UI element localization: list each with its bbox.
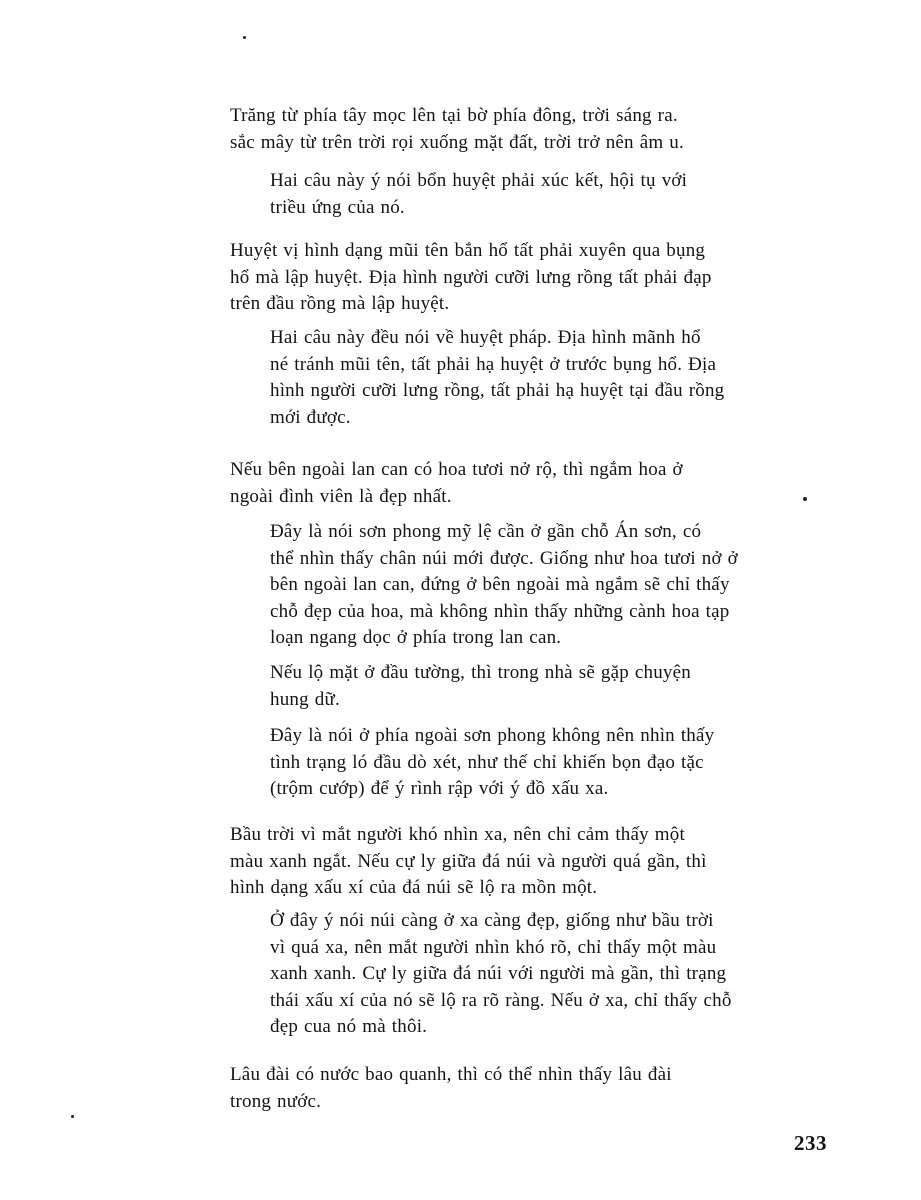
commentary-acupoint-method [232,325,826,431]
text-line: Lâu đài có nước bao quanh, thì có thể nhìn thấy lâu đài [230,1064,672,1085]
page-number: 233 [794,1131,827,1155]
commentary-peeking [232,723,826,803]
text-line: Đây là nói ở phía ngoài sơn phong không nên nhìn thấy [270,725,715,746]
text-line: né tránh mũi tên, tất phải hạ huyệt ở trước bụng hổ. Địa [270,353,717,375]
text-line: Hai câu này ý nói bổn huyệt phải xúc kết, hội tụ với [270,170,688,191]
text-line: thể nhìn thấy chân núi mới được. Giống như hoa tươi nở ở [270,547,738,569]
text-line: trên đầu rồng mà lập huyệt. [230,293,450,314]
text-line: vì quá xa, nên mắt người nhìn khó rõ, chỉ thấy một màu [270,936,717,958]
scan-speck [243,36,246,39]
text-line: bên ngoài lan can, đứng ở bên ngoài mà ngắm sẽ chỉ thấy [270,574,730,595]
text-line: chỗ đẹp của hoa, mà không nhìn thấy những cành hoa tạp [270,600,730,622]
commentary-far-mountains [232,908,826,1041]
text-line: loạn ngang dọc ở phía trong lan can. [270,627,562,648]
text-line: ngoài đình viên là đẹp nhất. [230,485,452,507]
text-line: trong nước. [230,1090,322,1112]
paragraph-moon-rising [192,103,824,156]
text-line: Hai câu này đều nói về huyệt pháp. Địa hình mãnh hổ [270,327,701,348]
text-line: Ở đây ý nói núi càng ở xa càng đẹp, giống như bầu trời [270,910,714,931]
text-line: hổ mà lập huyệt. Địa hình người cưỡi lưng rồng tất phải đạp [230,266,712,288]
text-line: Nếu lộ mặt ở đầu tường, thì trong nhà sẽ gặp chuyện [270,662,691,683]
text-line: sắc mây từ trên trời rọi xuống mặt đất, trời trở nên âm u. [230,131,684,153]
text-line: xanh xanh. Cự ly giữa đá núi với người mà gần, thì trạng [270,963,727,984]
text-line: Bầu trời vì mắt người khó nhìn xa, nên chỉ cảm thấy một [230,824,685,845]
text-line: Đây là nói sơn phong mỹ lệ cần ở gần chỗ Án sơn, có [270,521,702,542]
text-line: triều ứng của nó. [270,196,405,218]
text-line: đẹp cua nó mà thôi. [270,1016,428,1037]
text-line: Huyệt vị hình dạng mũi tên bắn hổ tất phải xuyên qua bụng [230,240,706,261]
paragraph-castle-water [192,1062,824,1115]
commentary-mountain-beauty [232,519,826,652]
text-line: hung dữ. [270,688,340,710]
paragraph-flowers-railing [192,457,824,510]
text-line: màu xanh ngắt. Nếu cự ly giữa đá núi và người quá gần, thì [230,850,707,872]
scan-speck [71,1115,74,1118]
paragraph-tiger-dragon [192,238,824,318]
text-line: hình dạng xấu xí của đá núi sẽ lộ ra mồn một. [230,877,598,898]
commentary-convergence [232,168,826,221]
text-line: thái xấu xí của nó sẽ lộ ra rõ ràng. Nếu ở xa, chỉ thấy chỗ [270,989,732,1011]
text-line: tình trạng ló đầu dò xét, như thế chỉ khiến bọn đạo tặc [270,751,704,773]
text-line: Nếu bên ngoài lan can có hoa tươi nở rộ, thì ngắm hoa ở [230,459,683,480]
text-line: hình người cưỡi lưng rồng, tất phải hạ huyệt tại đầu rồng [270,380,725,401]
paragraph-wall-head [232,660,826,713]
scan-speck [803,497,807,501]
paragraph-sky-distance [192,822,824,902]
text-line: (trộm cướp) để ý rình rập với ý đồ xấu xa. [270,778,609,799]
text-line: mới được. [270,406,351,428]
text-line: Trăng từ phía tây mọc lên tại bờ phía đông, trời sáng ra. [230,105,678,126]
